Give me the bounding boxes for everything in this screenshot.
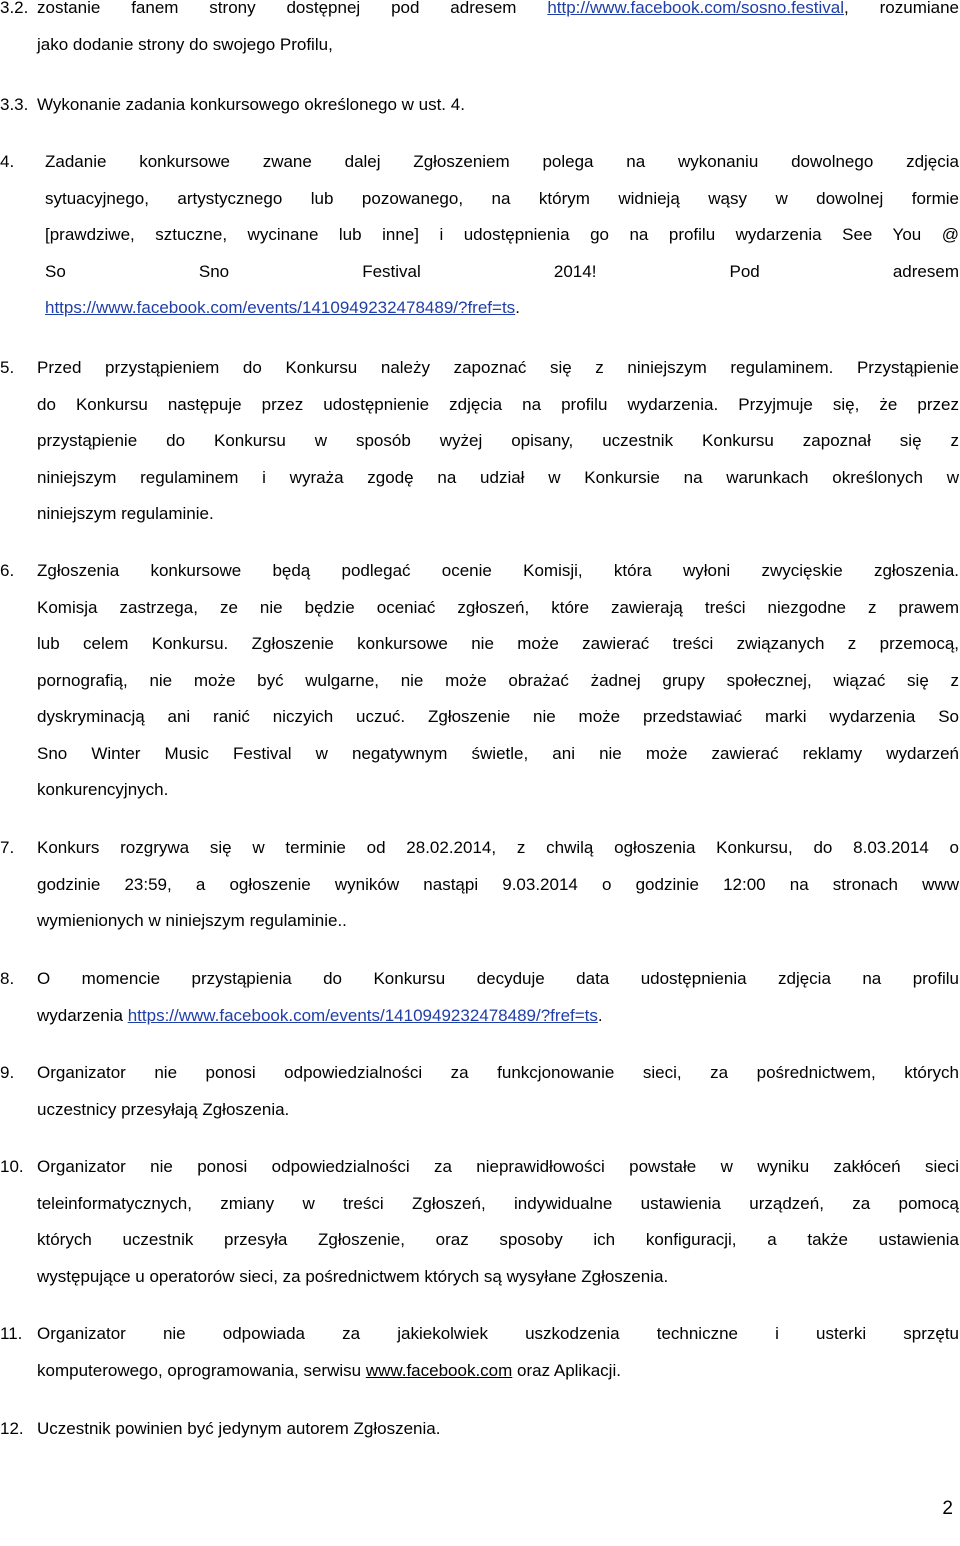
item-number-10: 10. (0, 1157, 24, 1176)
facebook-link[interactable]: www.facebook.com (365, 1360, 513, 1380)
item-number-5: 5. (0, 358, 15, 377)
item-number-6: 6. (0, 561, 15, 580)
item-5-line-4: niniejszym regulaminem i wyraża zgodę na udział w Konkursie na warunkach określonych w (37, 467, 959, 487)
item-10-text (37, 1149, 959, 1295)
item-12-line-1: Uczestnik powinien być jedynym autorem Zgłoszenia. (37, 1419, 441, 1438)
item-11-text (37, 1316, 959, 1389)
item-3-3-line: Wykonanie zadania konkursowego określonego w ust. 4. (37, 95, 465, 114)
item-10-line-1: Organizator nie ponosi odpowiedzialności za nieprawidłowości powstałe w wyniku zakłóceń sieci (37, 1157, 959, 1176)
item-3-2-line2: jako dodanie strony do swojego Profilu, (37, 34, 333, 54)
item-number-9: 9. (0, 1063, 15, 1082)
item-3-2-line1-suffix: , rozumiane (844, 0, 959, 17)
item-3-3-text (37, 87, 959, 124)
page-number: 2 (942, 1498, 953, 1519)
item-4-link-suffix: . (515, 298, 520, 317)
item-9-line-2: uczestnicy przesyłają Zgłoszenia. (37, 1099, 290, 1119)
item-12-text (37, 1411, 959, 1448)
item-4-line-2: sytuacyjnego, artystycznego lub pozowanego, na którym widnieją wąsy w dowolnej formie (45, 188, 959, 208)
item-10-line-3: których uczestnik przesyła Zgłoszenie, oraz sposoby ich konfiguracji, a także ustawienia (37, 1230, 959, 1249)
item-5-line-1: Przed przystąpieniem do Konkursu należy zapoznać się z niniejszym regulaminem. Przystąpienie (37, 358, 959, 377)
event-link[interactable]: https://www.facebook.com/events/1410949232478489/?fref=ts (45, 298, 516, 317)
item-8-link-suffix: . (597, 1005, 603, 1025)
item-9-text (37, 1055, 959, 1128)
item-3-2-line1-text: zostanie fanem strony dostępnej pod adresem (37, 0, 548, 17)
item-6-line-1: Zgłoszenia konkursowe będą podlegać ocenie Komisji, która wyłoni zwycięskie zgłoszenia. (37, 561, 959, 580)
item-number-3-3: 3.3. (0, 95, 29, 114)
item-11-line-1: Organizator nie odpowiada za jakiekolwiek uszkodzenia techniczne i usterki sprzętu (37, 1324, 959, 1343)
item-9-line-1: Organizator nie ponosi odpowiedzialności za funkcjonowanie sieci, za pośrednictwem, których (37, 1063, 959, 1082)
item-11-line-2-prefix: komputerowego, oprogramowania, serwisu (37, 1360, 366, 1380)
item-4-line-1: Zadanie konkursowe zwane dalej Zgłoszeniem polega na wykonaniu dowolnego zdjęcia (45, 152, 959, 171)
item-5-line-5: niniejszym regulaminie. (37, 504, 214, 523)
item-5-line-2: do Konkursu następuje przez udostępnienie zdjęcia na profilu wydarzenia. Przyjmuje się, że przez (37, 394, 959, 414)
item-number-7: 7. (0, 838, 15, 857)
item-10-line-4: występujące u operatorów sieci, za pośrednictwem których są wysyłane Zgłoszenia. (37, 1266, 669, 1286)
item-8-text (37, 961, 959, 1034)
item-7-line-2: godzinie 23:59, a ogłoszenie wyników nastąpi 9.03.2014 o godzinie 12:00 na stronach www (37, 874, 959, 894)
item-number-12: 12. (0, 1419, 24, 1438)
item-8-line-1: O momencie przystąpienia do Konkursu decyduje data udostępnienia zdjęcia na profilu (37, 969, 959, 988)
item-5-line-3: przystąpienie do Konkursu w sposób wyżej opisany, uczestnik Konkursu zapoznał się z (37, 431, 959, 450)
item-4-line-4: So Sno Festival 2014! Pod adresem (45, 261, 959, 281)
item-6-line-5: dyskryminacją ani ranić niczyich uczuć. Zgłoszenie nie może przedstawiać marki wydarzenia So (37, 707, 959, 726)
festival-page-link[interactable]: http://www.facebook.com/sosno.festival (547, 0, 845, 17)
item-10-line-2: teleinformatycznych, zmiany w treści Zgłoszeń, indywidualne ustawienia urządzeń, za pomocą (37, 1193, 959, 1213)
item-6-line-7: konkurencyjnych. (37, 780, 169, 799)
item-7-line-3: wymienionych w niniejszym regulaminie.. (37, 911, 347, 930)
item-4-line-3: [prawdziwe, sztuczne, wycinane lub inne] i udostępnienia go na profilu wydarzenia See You @ (45, 225, 959, 244)
item-5-text (37, 350, 959, 533)
item-number-11: 11. (0, 1324, 23, 1343)
item-6-line-3: lub celem Konkursu. Zgłoszenie konkursowe nie może zawierać treści związanych z przemocą, (37, 634, 959, 653)
item-number-4: 4. (0, 152, 15, 171)
item-6-line-2: Komisja zastrzega, ze nie będzie oceniać zgłoszeń, które zawierają treści niezgodne z prawem (37, 597, 959, 617)
item-number-8: 8. (0, 969, 15, 988)
event-link-2[interactable]: https://www.facebook.com/events/1410949232478489/?fref=ts (127, 1005, 598, 1025)
item-6-line-6: Sno Winter Music Festival w negatywnym świetle, ani nie może zawierać reklamy wydarzeń (37, 743, 959, 763)
item-6-line-4: pornografią, nie może być wulgarne, nie może obrażać żadnej grupy społecznej, wiązać się z (37, 670, 959, 690)
item-number-3-2: 3.2. (0, 0, 29, 17)
item-7-line-1: Konkurs rozgrywa się w terminie od 28.02.2014, z chwilą ogłoszenia Konkursu, do 8.03.2014 o (37, 838, 959, 857)
item-7-text (37, 830, 959, 940)
item-8-line-2-prefix: wydarzenia (37, 1005, 128, 1025)
item-6-text (37, 553, 959, 809)
item-4-text (45, 144, 959, 327)
item-11-line-2-suffix: oraz Aplikacji. (512, 1360, 621, 1380)
item-3-2-text (37, 0, 959, 63)
